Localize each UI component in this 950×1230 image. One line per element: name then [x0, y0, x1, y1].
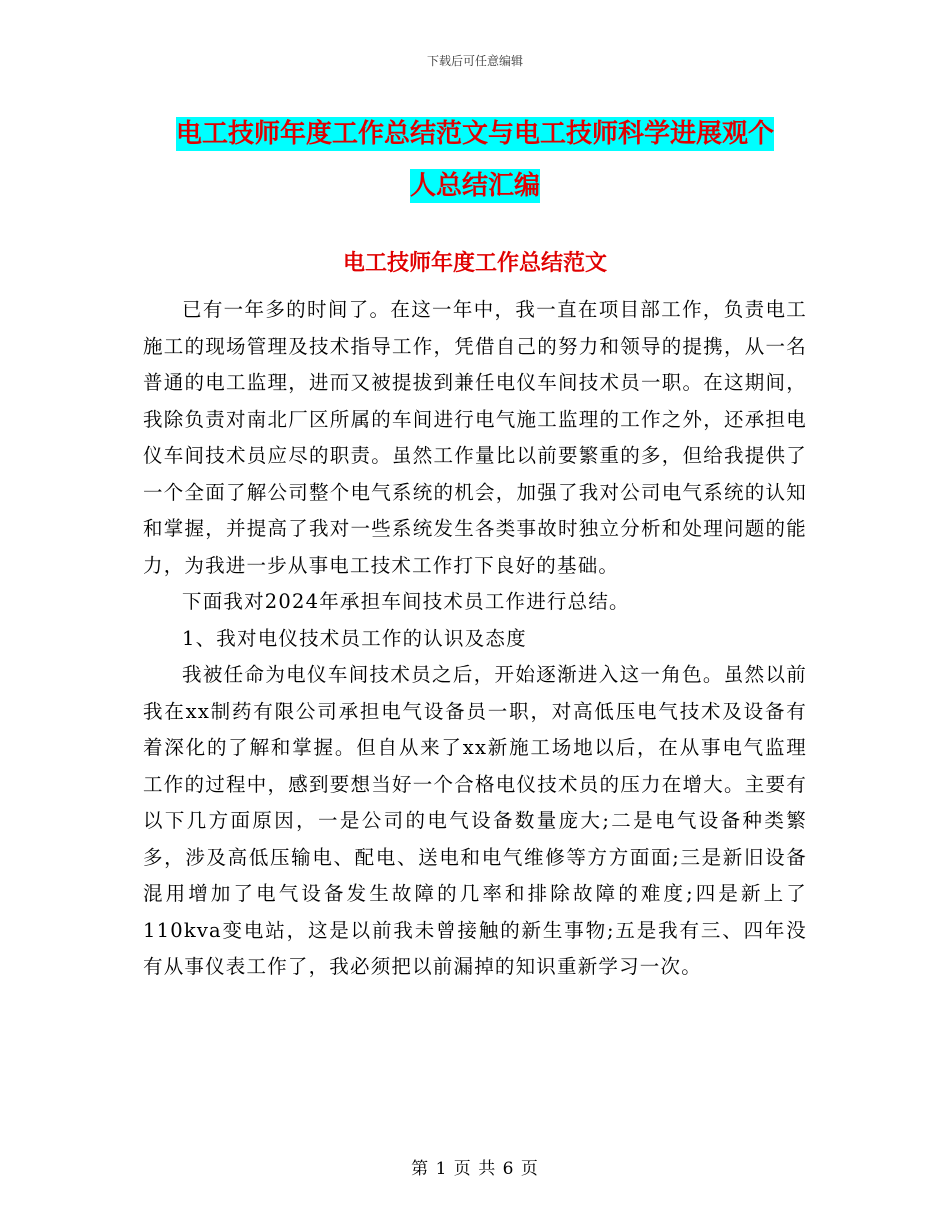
- page-header-note: 下载后可任意编辑: [426, 54, 523, 68]
- document-body: [143, 292, 807, 986]
- paragraph: 1、我对电仪技术员工作的认识及态度: [182, 626, 527, 650]
- document-title-line1: 电工技师年度工作总结范文与电工技师科学进展观个: [175, 119, 774, 149]
- paragraph: 下面我对2024年承担车间技术员工作进行总结。: [182, 590, 630, 613]
- page-number: 第 1 页 共 6 页: [411, 1159, 539, 1179]
- section-title: 电工技师年度工作总结范文: [342, 251, 607, 276]
- document-title-line2: 人总结汇编: [409, 171, 540, 201]
- paragraph: 我被任命为电仪车间技术员之后，开始逐渐进入这一角色。虽然以前我在xx制药有限公司承担电气设备员一职，对高低压电气技术及设备有着深化的了解和掌握。但自从来了xx新施工场地以后，在从事电气监理工作的过程中，感到要想当好一个合格电仪技术员的压力在增大。主要有以下几方面原因，一是公司的电气设备数量庞大;二是电气设备种类繁多，涉及高低压输电、配电、送电和电气维修等方方面面;三是新旧设备混用增加了电气设备发生故障的几率和排除故障的难度;四是新上了110kva变电站，这是以前我未曾接触的新生事物;五是我有三、四年没有从事仪表工作了，我必须把以前漏掉的知识重新学习一次。: [143, 663, 807, 978]
- paragraph: 已有一年多的时间了。在这一年中，我一直在项目部工作，负责电工施工的现场管理及技术指导工作，凭借自己的努力和领导的提携，从一名普通的电工监理，进而又被提拔到兼任电仪车间技术员一职。在这期间，我除负责对南北厂区所属的车间进行电气施工监理的工作之外，还承担电仪车间技术员应尽的职责。虽然工作量比以前要繁重的多，但给我提供了一个全面了解公司整个电气系统的机会，加强了我对公司电气系统的认知和掌握，并提高了我对一些系统发生各类事故时独立分析和处理问题的能力，为我进一步从事电工技术工作打下良好的基础。: [143, 298, 807, 577]
- document-title: [140, 108, 810, 212]
